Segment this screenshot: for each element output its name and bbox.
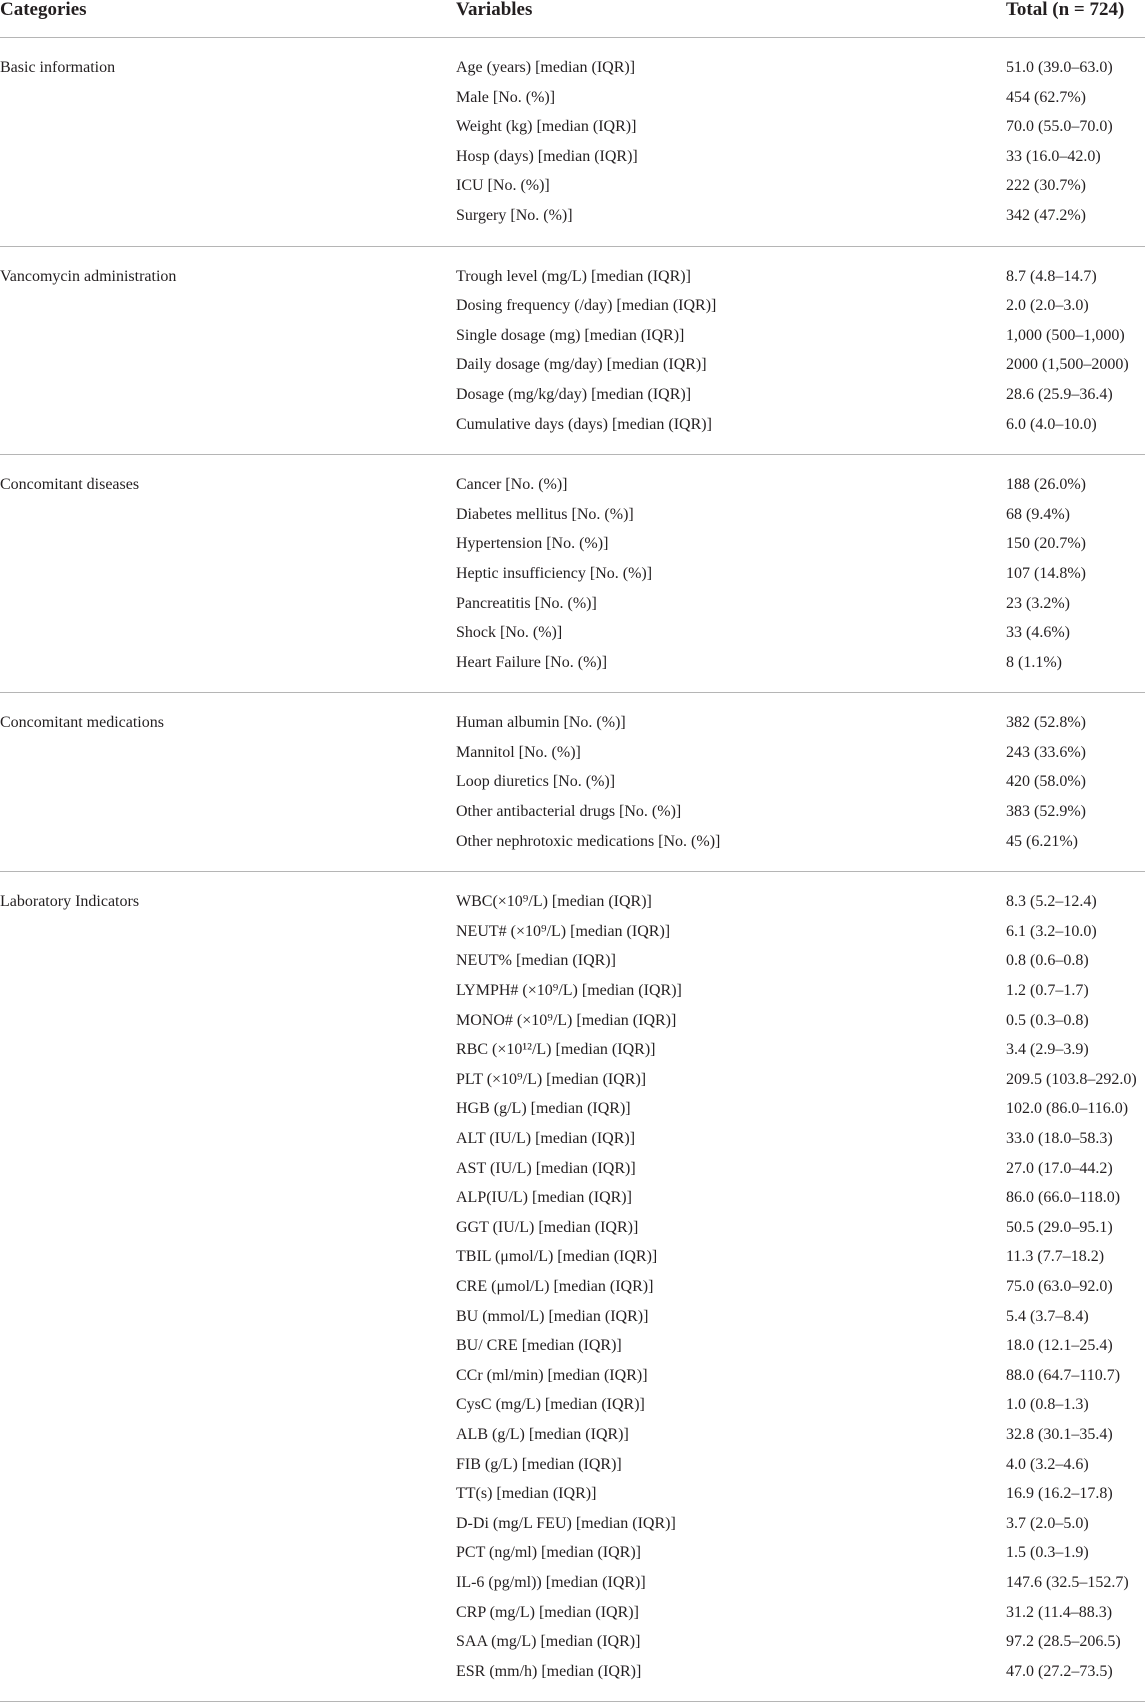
total-cell: 188 (26.0%): [1006, 476, 1086, 494]
total-cell: 18.0 (12.1–25.4): [1006, 1337, 1113, 1355]
variable-cell: Heart Failure [No. (%)]: [456, 653, 608, 671]
variable-cell: ALB (g/L) [median (IQR)]: [456, 1425, 629, 1443]
variable-cell: Loop diuretics [No. (%)]: [456, 773, 616, 791]
variable-cell: NEUT% [median (IQR)]: [456, 952, 616, 970]
variable-cell: Dosing frequency (/day) [median (IQR)]: [456, 297, 717, 315]
variable-cell: Trough level (mg/L) [median (IQR)]: [456, 267, 691, 285]
table-row: [0, 708, 1145, 738]
table-row: [0, 976, 1145, 1006]
total-cell: 3.7 (2.0–5.0): [1006, 1514, 1089, 1532]
table-row: [0, 142, 1145, 172]
total-cell: 33 (4.6%): [1006, 624, 1070, 642]
variable-cell: TT(s) [median (IQR)]: [456, 1485, 597, 1503]
total-cell: 454 (62.7%): [1006, 88, 1086, 106]
variable-cell: Cancer [No. (%)]: [456, 476, 568, 494]
total-cell: 68 (9.4%): [1006, 505, 1070, 523]
variable-cell: Male [No. (%)]: [456, 88, 556, 106]
table-row: [0, 1065, 1145, 1095]
table-row: [0, 1479, 1145, 1509]
total-cell: 342 (47.2%): [1006, 206, 1086, 224]
variable-cell: Hypertension [No. (%)]: [456, 535, 609, 553]
total-cell: 5.4 (3.7–8.4): [1006, 1307, 1089, 1325]
total-cell: 27.0 (17.0–44.2): [1006, 1159, 1113, 1177]
total-cell: 6.0 (4.0–10.0): [1006, 415, 1097, 433]
variable-cell: ALT (IU/L) [median (IQR)]: [456, 1130, 636, 1147]
table-row: [0, 1450, 1145, 1480]
table-row: [0, 887, 1145, 917]
variable-cell: Human albumin [No. (%)]: [456, 714, 626, 732]
variable-cell: IL-6 (pg/ml)) [median (IQR)]: [456, 1573, 646, 1591]
total-cell: 1,000 (500–1,000): [1006, 326, 1125, 344]
table-row: [0, 797, 1145, 827]
variable-cell: HGB (g/L) [median (IQR)]: [456, 1100, 631, 1118]
variable-cell: ALP(IU/L) [median (IQR)]: [456, 1189, 632, 1207]
variable-cell: AST (IU/L) [median (IQR)]: [456, 1159, 636, 1177]
table-row: [0, 410, 1145, 440]
total-cell: 1.0 (0.8–1.3): [1006, 1396, 1089, 1414]
total-cell: 86.0 (66.0–118.0): [1006, 1189, 1121, 1207]
variable-cell: SAA (mg/L) [median (IQR)]: [456, 1633, 641, 1651]
table-row: [0, 1509, 1145, 1539]
table-row: [0, 53, 1145, 83]
table-row: [0, 112, 1145, 142]
table-row: [0, 1124, 1145, 1154]
variable-cell: Other nephrotoxic medications [No. (%)]: [456, 832, 721, 850]
category-label: Basic information: [0, 59, 116, 76]
total-cell: 243 (33.6%): [1006, 743, 1086, 761]
variable-cell: CysC (mg/L) [median (IQR)]: [456, 1396, 645, 1414]
table-row: [0, 618, 1145, 648]
variable-cell: FIB (g/L) [median (IQR)]: [456, 1455, 622, 1473]
variable-cell: Age (years) [median (IQR)]: [456, 59, 636, 76]
header-total: Total (n = 724): [1006, 0, 1125, 20]
table-body: [0, 38, 1145, 1702]
table-row: [0, 1331, 1145, 1361]
variable-cell: NEUT# (×10⁹/L) [median (IQR)]: [456, 922, 671, 940]
total-cell: 1.2 (0.7–1.7): [1006, 982, 1089, 1000]
table-row: [0, 648, 1145, 678]
header-variables: Variables: [456, 0, 533, 20]
category-label: Concomitant medications: [0, 714, 164, 732]
total-cell: 88.0 (64.7–110.7): [1006, 1366, 1121, 1384]
table-row: [0, 1302, 1145, 1332]
total-cell: 4.0 (3.2–4.6): [1006, 1455, 1089, 1473]
variable-cell: PLT (×10⁹/L) [median (IQR)]: [456, 1070, 647, 1088]
variable-cell: Single dosage (mg) [median (IQR)]: [456, 326, 685, 344]
table-row: [0, 529, 1145, 559]
variable-cell: MONO# (×10⁹/L) [median (IQR)]: [456, 1011, 677, 1029]
table-row: [0, 767, 1145, 797]
table-row: [0, 559, 1145, 589]
variable-cell: PCT (ng/ml) [median (IQR)]: [456, 1544, 642, 1562]
table-row: [0, 1657, 1145, 1687]
total-cell: 11.3 (7.7–18.2): [1006, 1248, 1105, 1266]
total-cell: 2.0 (2.0–3.0): [1006, 297, 1089, 315]
variable-cell: Diabetes mellitus [No. (%)]: [456, 505, 634, 523]
total-cell: 8 (1.1%): [1006, 653, 1062, 671]
variable-cell: Other antibacterial drugs [No. (%)]: [456, 803, 682, 821]
variable-cell: BU (mmol/L) [median (IQR)]: [456, 1307, 649, 1325]
total-cell: 102.0 (86.0–116.0): [1006, 1100, 1129, 1118]
variable-cell: CRE (μmol/L) [median (IQR)]: [456, 1277, 654, 1295]
category-label: Vancomycin administration: [0, 267, 177, 285]
table-section: [0, 872, 1145, 1702]
table-row: [0, 262, 1145, 292]
total-cell: 1.5 (0.3–1.9): [1006, 1544, 1089, 1562]
variable-cell: ESR (mm/h) [median (IQR)]: [456, 1662, 642, 1680]
table-row: [0, 1272, 1145, 1302]
total-cell: 0.5 (0.3–0.8): [1006, 1011, 1089, 1029]
variable-cell: Mannitol [No. (%)]: [456, 743, 581, 761]
variable-cell: BU/ CRE [median (IQR)]: [456, 1337, 622, 1355]
variable-cell: Heptic insufficiency [No. (%)]: [456, 564, 653, 582]
total-cell: 75.0 (63.0–92.0): [1006, 1277, 1113, 1295]
table-row: [0, 1154, 1145, 1184]
table-row: [0, 291, 1145, 321]
total-cell: 31.2 (11.4–88.3): [1006, 1603, 1113, 1621]
table-section: [0, 693, 1145, 872]
total-cell: 147.6 (32.5–152.7): [1006, 1573, 1129, 1591]
table-row: [0, 500, 1145, 530]
variable-cell: Shock [No. (%)]: [456, 624, 563, 642]
table-row: [0, 1035, 1145, 1065]
variable-cell: WBC(×10⁹/L) [median (IQR)]: [456, 893, 652, 911]
table-row: [0, 946, 1145, 976]
total-cell: 107 (14.8%): [1006, 564, 1086, 582]
total-cell: 222 (30.7%): [1006, 177, 1086, 195]
variable-cell: Hosp (days) [median (IQR)]: [456, 147, 638, 165]
total-cell: 33 (16.0–42.0): [1006, 147, 1101, 165]
category-label: Laboratory Indicators: [0, 893, 140, 911]
table-section: [0, 38, 1145, 247]
total-cell: 150 (20.7%): [1006, 535, 1086, 553]
variable-cell: RBC (×10¹²/L) [median (IQR)]: [456, 1041, 656, 1059]
total-cell: 50.5 (29.0–95.1): [1006, 1218, 1113, 1236]
table-row: [0, 1213, 1145, 1243]
variable-cell: Dosage (mg/kg/day) [median (IQR)]: [456, 385, 692, 403]
table-row: [0, 1420, 1145, 1450]
variable-cell: Cumulative days (days) [median (IQR)]: [456, 415, 712, 433]
table-header: [0, 0, 1145, 38]
table-row: [0, 1568, 1145, 1598]
variable-cell: Surgery [No. (%)]: [456, 206, 573, 224]
total-cell: 32.8 (30.1–35.4): [1006, 1425, 1113, 1443]
table-row: [0, 83, 1145, 113]
total-cell: 209.5 (103.8–292.0): [1006, 1070, 1137, 1088]
variable-cell: Pancreatitis [No. (%)]: [456, 594, 597, 612]
table-row: [0, 917, 1145, 947]
total-cell: 382 (52.8%): [1006, 714, 1086, 732]
table-row: [0, 321, 1145, 351]
total-cell: 47.0 (27.2–73.5): [1006, 1662, 1113, 1680]
total-cell: 33.0 (18.0–58.3): [1006, 1130, 1113, 1147]
total-cell: 3.4 (2.9–3.9): [1006, 1041, 1089, 1059]
variable-cell: LYMPH# (×10⁹/L) [median (IQR)]: [456, 982, 682, 1000]
table-row: [0, 380, 1145, 410]
table-row: [0, 1006, 1145, 1036]
table-row: [0, 589, 1145, 619]
variable-cell: D-Di (mg/L FEU) [median (IQR)]: [456, 1514, 676, 1532]
table-row: [0, 738, 1145, 768]
total-cell: 45 (6.21%): [1006, 832, 1078, 850]
table-row: [0, 827, 1145, 857]
table-row: [0, 1538, 1145, 1568]
table-section: [0, 455, 1145, 693]
header-categories: Categories: [0, 0, 87, 20]
total-cell: 23 (3.2%): [1006, 594, 1070, 612]
table-row: [0, 1627, 1145, 1657]
variable-cell: CRP (mg/L) [median (IQR)]: [456, 1603, 639, 1621]
total-cell: 51.0 (39.0–63.0): [1006, 59, 1113, 76]
table-row: [0, 470, 1145, 500]
total-cell: 420 (58.0%): [1006, 773, 1086, 791]
table-row: [0, 1361, 1145, 1391]
table-row: [0, 201, 1145, 231]
total-cell: 6.1 (3.2–10.0): [1006, 922, 1097, 940]
table-section: [0, 247, 1145, 456]
variable-cell: Weight (kg) [median (IQR)]: [456, 118, 637, 136]
total-cell: 70.0 (55.0–70.0): [1006, 118, 1113, 136]
table-row: [0, 350, 1145, 380]
variable-cell: TBIL (μmol/L) [median (IQR)]: [456, 1248, 658, 1266]
table-row: [0, 1183, 1145, 1213]
table-row: [0, 171, 1145, 201]
variable-cell: Daily dosage (mg/day) [median (IQR)]: [456, 356, 707, 374]
variable-cell: CCr (ml/min) [median (IQR)]: [456, 1366, 648, 1384]
total-cell: 28.6 (25.9–36.4): [1006, 385, 1113, 403]
table-row: [0, 1094, 1145, 1124]
table-row: [0, 1242, 1145, 1272]
total-cell: 383 (52.9%): [1006, 803, 1086, 821]
total-cell: 0.8 (0.6–0.8): [1006, 952, 1089, 970]
total-cell: 16.9 (16.2–17.8): [1006, 1485, 1113, 1503]
total-cell: 97.2 (28.5–206.5): [1006, 1633, 1121, 1651]
variable-cell: ICU [No. (%)]: [456, 177, 550, 195]
total-cell: 8.3 (5.2–12.4): [1006, 893, 1097, 911]
category-label: Concomitant diseases: [0, 476, 140, 494]
table-row: [0, 1390, 1145, 1420]
total-cell: 2000 (1,500–2000): [1006, 356, 1129, 374]
variable-cell: GGT (IU/L) [median (IQR)]: [456, 1218, 639, 1236]
total-cell: 8.7 (4.8–14.7): [1006, 267, 1097, 285]
table-row: [0, 1598, 1145, 1628]
